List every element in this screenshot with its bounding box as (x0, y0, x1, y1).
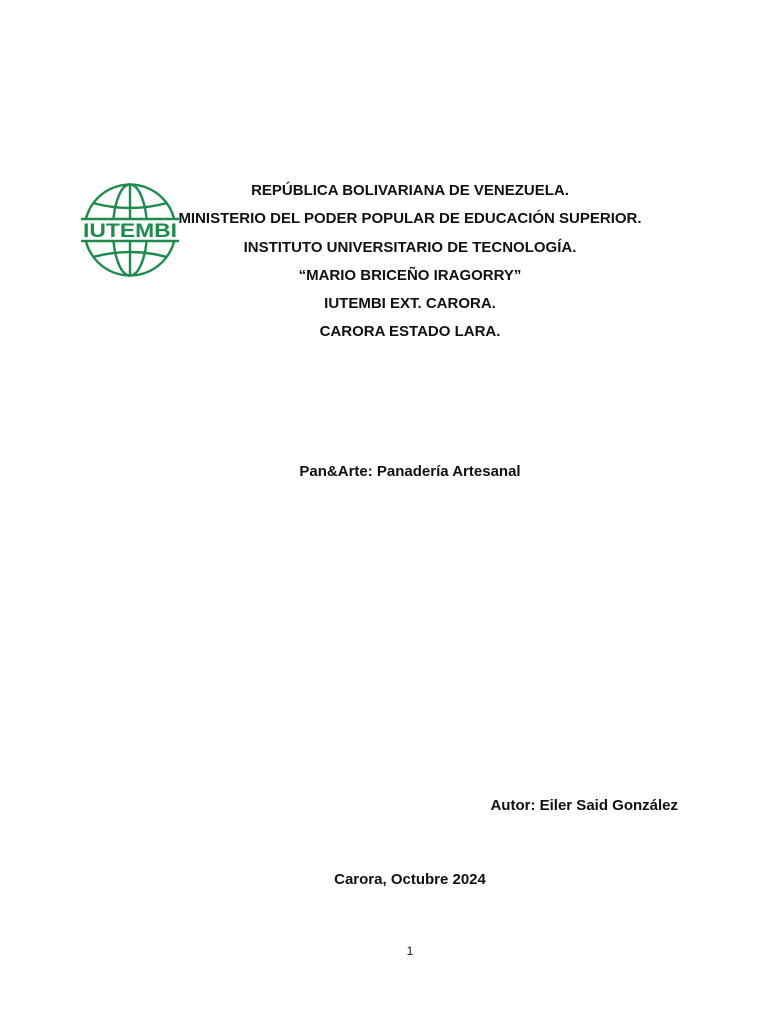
header-line-republic: REPÚBLICA BOLIVARIANA DE VENEZUELA. (251, 182, 569, 199)
document-title: Pan&Arte: Panadería Artesanal (299, 463, 521, 480)
place-date-line: Carora, Octubre 2024 (334, 871, 486, 888)
page-number: 1 (406, 944, 414, 958)
author-line: Autor: Eiler Said González (490, 797, 678, 814)
header-line-institute: INSTITUTO UNIVERSITARIO DE TECNOLOGÍA. (243, 239, 577, 256)
logo-text: IUTEMBI (83, 221, 177, 242)
header-line-ministry: MINISTERIO DEL PODER POPULAR DE EDUCACIÓN SUPERIOR. (178, 210, 642, 227)
header-line-extension: IUTEMBI EXT. CARORA. (324, 295, 496, 312)
header-line-location: CARORA ESTADO LARA. (319, 323, 501, 340)
header-line-institute-name: “MARIO BRICEÑO IRAGORRY” (298, 267, 522, 284)
